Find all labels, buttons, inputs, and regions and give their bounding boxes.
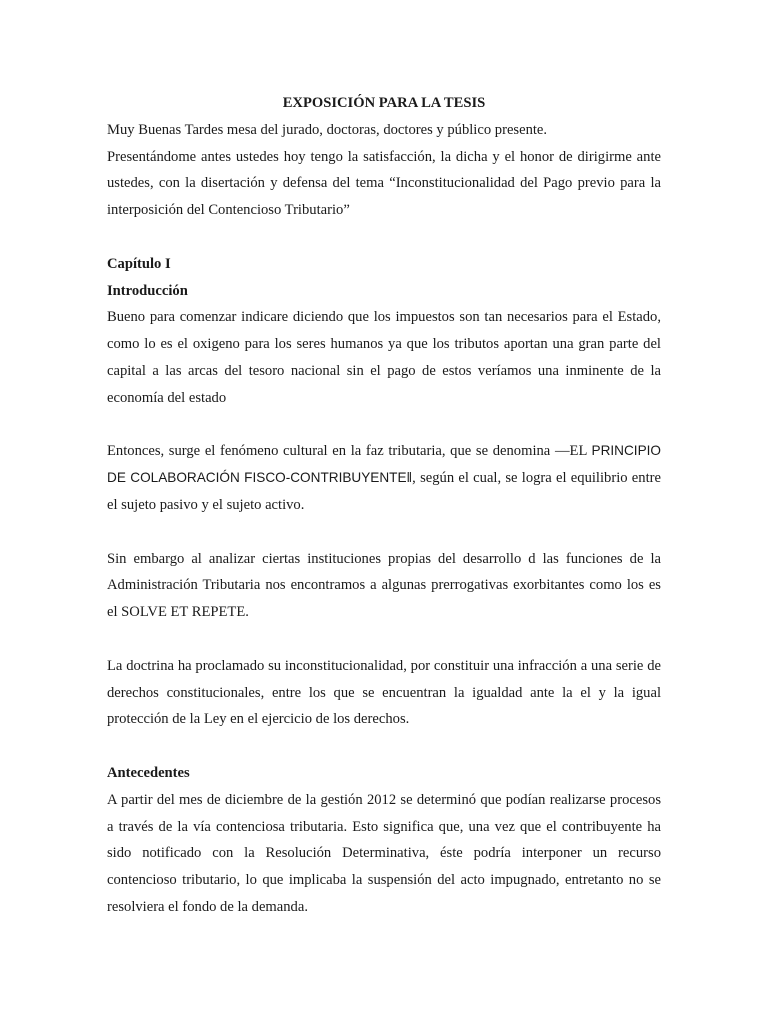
intro-paragraph: Presentándome antes ustedes hoy tengo la satisfacción, la dicha y el honor de dirigirme ante ustedes, con la disertación y defensa del tema “Inconstitucionalidad del Pago previo para la interposición del Contencioso Tributario”: [107, 148, 661, 219]
paragraph-taxes: Bueno para comenzar indicare diciendo que los impuestos son tan necesarios para el Estado, como lo es el oxigeno para los seres humanos ya que los tributos aportan una gran parte del capital a las arcas del tesoro nacional sin el pago de estos veríamos una inminente de la economía del estado: [107, 309, 661, 406]
document-page: [107, 90, 661, 921]
spacer: [107, 412, 661, 439]
paragraph-doctrine: La doctrina ha proclamado su inconstitucionalidad, por constituir una infracción a una serie de derechos constitucionales, entre los que se encuentran la igualdad ante la el y la igual protección de la Ley en el ejercicio de los derechos.: [107, 657, 661, 728]
document-title: EXPOSICIÓN PARA LA TESIS: [282, 95, 486, 111]
paragraph-principle-end: , según el cual, se logra el equilibrio entre el sujeto pasivo y el sujeto activo.: [107, 470, 661, 513]
spacer: [107, 224, 661, 251]
principle-name: PRINCIPIO DE COLABORACIÓN FISCO-CONTRIBUYENTE‖: [107, 443, 661, 486]
paragraph-solve-et-repete: Sin embargo al analizar ciertas instituciones propias del desarrollo d las funciones de la Administración Tributaria nos encontramos a algunas prerrogativas exorbitantes como los es el SOLVE ET REPETE.: [107, 550, 661, 621]
paragraph-principle: [107, 438, 661, 518]
spacer: [107, 519, 661, 546]
introduction-heading: Introducción: [107, 282, 188, 299]
paragraph-antecedentes: A partir del mes de diciembre de la gestión 2012 se determinó que podían realizarse procesos a través de la vía contenciosa tributaria. Esto significa que, una vez que el contribuyente ha sido notificado con la Resolución Determinativa, éste podría interponer un recurso contencioso tributario, lo que implicaba la suspensión del acto impugnado, entretanto no se resolviera el fondo de la demanda.: [107, 791, 661, 915]
paragraph-principle-start: Entonces, surge el fenómeno cultural en la faz tributaria, que se denomina —EL: [107, 443, 592, 460]
chapter-heading: Capítulo I: [107, 255, 171, 272]
spacer: [107, 626, 661, 653]
spacer: [107, 733, 661, 760]
antecedentes-heading: Antecedentes: [107, 764, 190, 781]
greeting-text: Muy Buenas Tardes mesa del jurado, doctoras, doctores y público presente.: [107, 121, 548, 138]
